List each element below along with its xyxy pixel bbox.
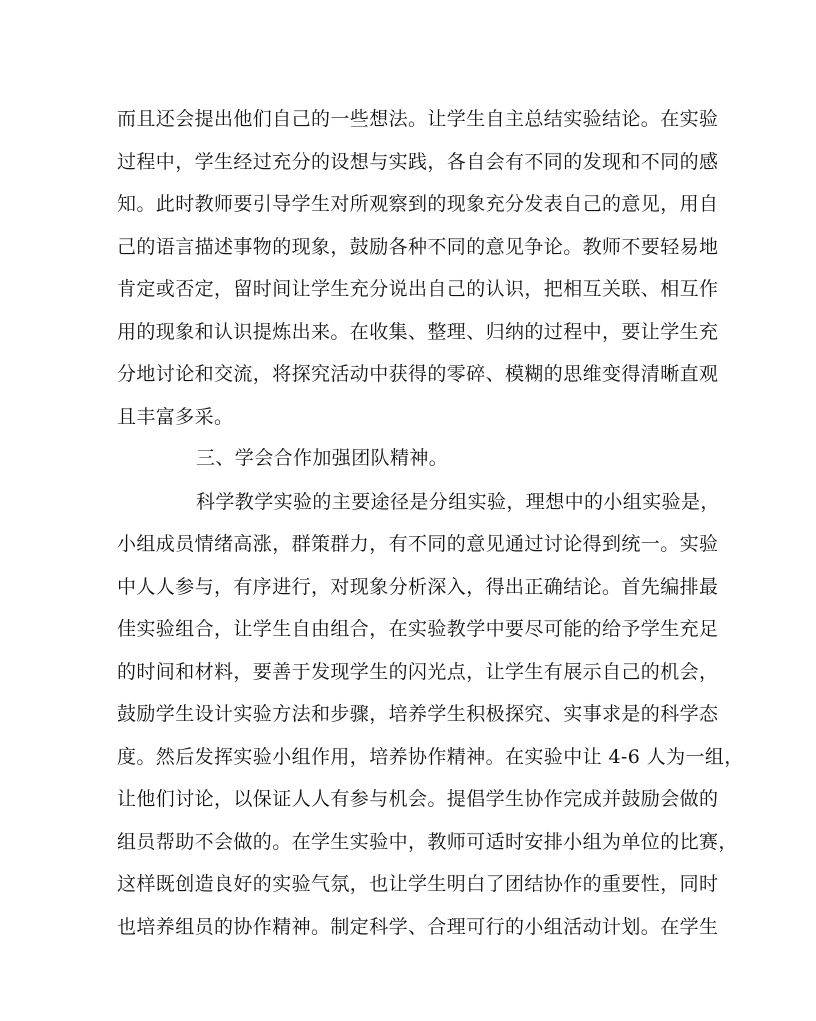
paragraph-line: 且丰富多采。 (117, 406, 234, 428)
paragraph-line: 科学教学实验的主要途径是分组实验，理想中的小组实验是， (196, 491, 720, 513)
paragraph-line: 肯定或否定，留时间让学生充分说出自己的认识，把相互关联、相互作 (117, 278, 719, 300)
paragraph-line: 的时间和材料，要善于发现学生的闪光点，让学生有展示自己的机会， (117, 661, 719, 683)
paragraph-line: 用的现象和认识提炼出来。在收集、整理、归纳的过程中，要让学生充 (117, 321, 719, 343)
paragraph-line: 知。此时教师要引导学生对所观察到的现象充分发表自己的意见，用自 (117, 193, 719, 215)
paragraph-line: 己的语言描述事物的现象，鼓励各种不同的意见争论。教师不要轻易地 (117, 236, 719, 258)
paragraph-line: 度。然后发挥实验小组作用，培养协作精神。在实验中让 4-6 人为一组， (117, 746, 744, 768)
paragraph-line: 这样既创造良好的实验气氛，也让学生明白了团结协作的重要性，同时 (117, 873, 719, 895)
paragraph-line: 中人人参与，有序进行，对现象分析深入，得出正确结论。首先编排最 (117, 576, 719, 598)
paragraph-line: 鼓励学生设计实验方法和步骤，培养学生积极探究、实事求是的科学态 (117, 703, 719, 725)
paragraph-line: 佳实验组合，让学生自由组合，在实验教学中要尽可能的给予学生充足 (117, 618, 719, 640)
paragraph-line: 过程中，学生经过充分的设想与实践，各自会有不同的发现和不同的感 (117, 151, 719, 173)
paragraph-line: 而且还会提出他们自己的一些想法。让学生自主总结实验结论。在实验 (117, 108, 719, 130)
paragraph-line: 小组成员情绪高涨，群策群力，有不同的意见通过讨论得到统一。实验 (117, 533, 719, 555)
paragraph-line: 让他们讨论，以保证人人有参与机会。提倡学生协作完成并鼓励会做的 (117, 788, 719, 810)
section-heading: 三、学会合作加强团队精神。 (196, 447, 449, 469)
paragraph-line: 也培养组员的协作精神。制定科学、合理可行的小组活动计划。在学生 (117, 916, 719, 938)
paragraph-line: 分地讨论和交流，将探究活动中获得的零碎、模糊的思维变得清晰直观 (117, 363, 719, 385)
paragraph-line: 组员帮助不会做的。在学生实验中，教师可适时安排小组为单位的比赛， (117, 831, 738, 853)
